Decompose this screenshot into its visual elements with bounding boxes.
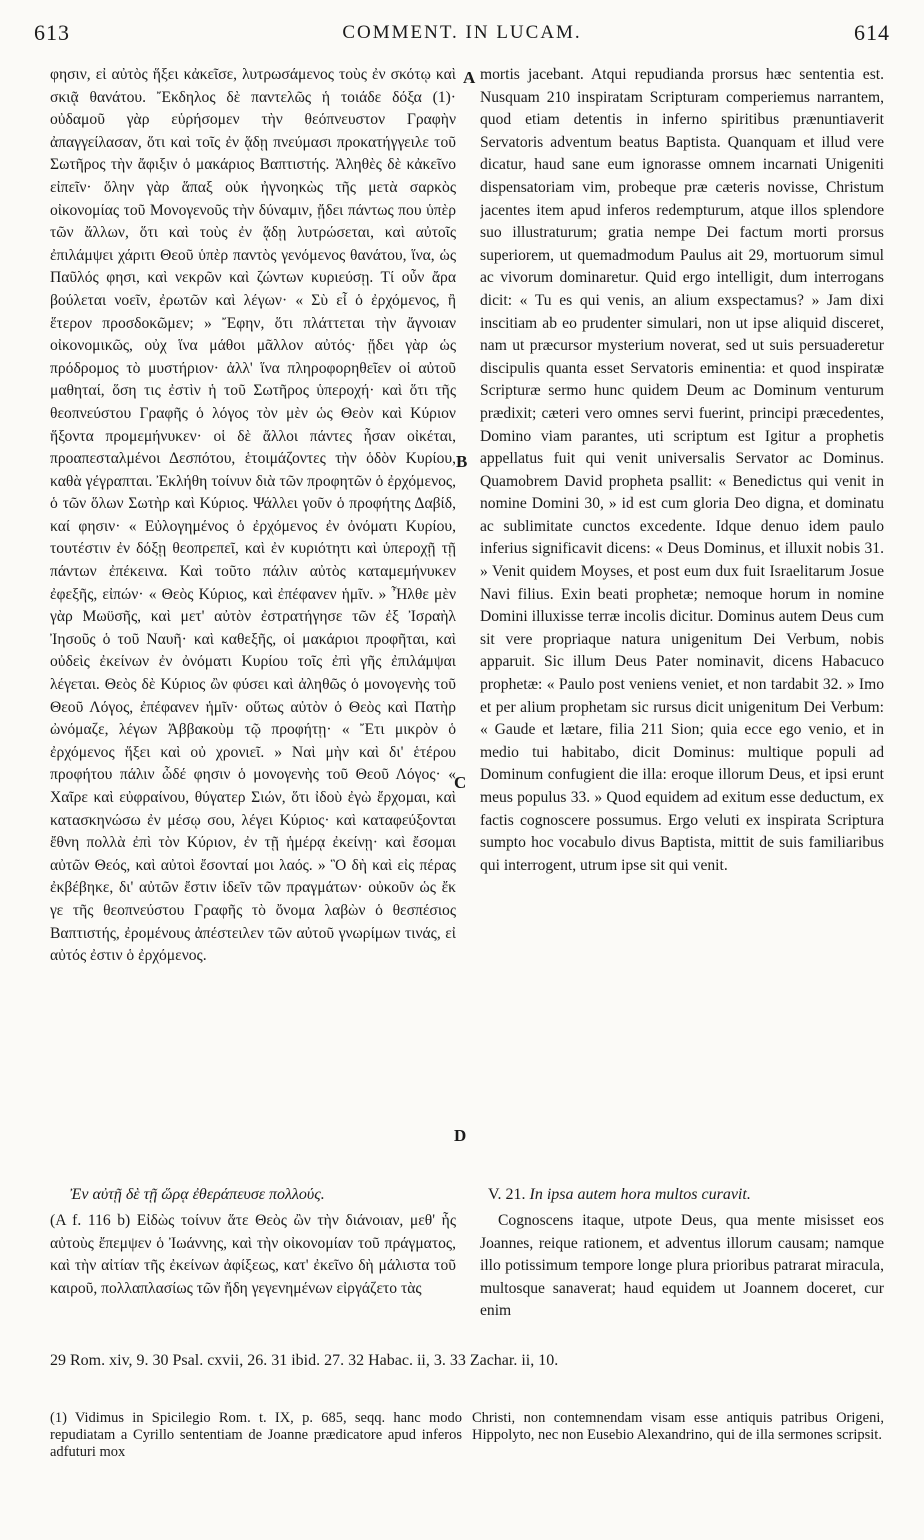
scripture-references: 29 Rom. xiv, 9. 30 Psal. cxvii, 26. 31 ibid. 27. 32 Habac. ii, 3. 33 Zachar. ii, 10.	[50, 1352, 559, 1369]
greek-main-text: φησιν, εἰ αὐτὸς ἥξει κἀκεῖσε, λυτρωσάμενος τοὺς ἐν σκότῳ καὶ σκιᾷ θανάτου. Ἔκδηλος δὲ παντελῶς ἡ τοιάδε δόξα (1)· οὐδαμοῦ γὰρ εὑρήσομεν τὴν θεόπνευστον Γραφὴν ἀπαγγείλασαν, ὅτι καὶ τοῖς ἐν ᾅδῃ πνεύμασι προκατήγγειλε τοῦ Σωτῆρος τὴν ἄφιξιν ὁ μακάριος Βαπτιστής. Ἀληθὲς δὲ κἀκεῖνο εἰπεῖν· ὅλην γὰρ ἅπαξ οὐκ ἠγνοηκὼς τῆς μετὰ σαρκὸς οἰκονομίας τοῦ Μονογενοῦς τὴν δύναμιν, ᾔδει πάντως που ὑπὲρ τῶν ἄλλων, ὅτι καὶ τοὺς ἐν ᾅδῃ λυτρώσεται, καὶ αὐτοῖς ἐπιλάμψει χάριτι Θεοῦ ὑπὲρ παντὸς γενόμενος θανάτου, ἵνα, ὡς Παῦλός φησι, καὶ νεκρῶν καὶ ζώντων κυριεύσῃ. Τί οὖν ἄρα βούλεται νοεῖν, ἐρωτῶν καὶ λέγων· « Σὺ εἶ ὁ ἐρχόμενος, ἢ ἕτερον προσδοκῶμεν; » Ἔφην, ὅτι πλάττεται τὴν ἄγνοιαν οἰκονομικῶς, οὐχ ἵνα μάθοι μᾶλλον αὐτός· ᾔδει γὰρ ὡς πρόδρομος τὸ μυστήριον· ἀλλ' ἵνα πληροφορηθεῖεν οἱ αὐτοῦ μαθηταί, ὅση τις ἐστὶν ἡ τοῦ Σωτῆρος ὑπεροχή· καὶ ὅτι τῆς θεοπνεύστου Γραφῆς ὁ λόγος τὸν μὲν ὡς Θεὸν καὶ Κύριον ἥξοντα προμεμήνυκεν· οἱ δὲ ἄλλοι πάντες ἦσαν οἰκέται, προαπεσταλμένοι Δεσπότου, ἑτοιμάζοντες τὴν ὁδὸν Κυρίου, καθὰ γέγραπται. Ἐκλήθη τοίνυν διὰ τῶν προφητῶν ὁ ἐρχόμενος, ὁ τῶν ὅλων Σωτὴρ καὶ Κύριος. Ψάλλει γοῦν ὁ προφήτης Δαβίδ, καί φησιν· « Εὐλογημένος ὁ ἐρχόμενος ἐν ὀνόματι Κυρίου, τουτέστιν ἐν δόξῃ θεοπρεπεῖ, καὶ ἐν κυριότητι καὶ ὑπεροχῇ τῇ πάντων ἐπέκεινα. Καὶ τοῦτο πάλιν αὐτὸς καταμεμήνυκεν ἐφεξῆς, εἰπών· « Θεὸς Κύριος, καὶ ἐπέφανεν ἡμῖν. » Ἦλθε μὲν γὰρ Μωϋσῆς, καὶ μετ' αὐτὸν ἐστρατήγησε τῶν ἐξ Ἰσραὴλ Ἰησοῦς ὁ τοῦ Ναυῆ· καὶ καθεξῆς, οἱ μακάριοι προφῆται, καὶ οὐδεὶς ἐκείνων ἐν ὀνόματι Κυρίου τοῖς ἐπὶ γῆς ἐπιλάμψαι λέγεται. Θεὸς δὲ Κύριος ὢν φύσει καὶ ἀληθῶς ὁ μονογενὴς τοῦ Θεοῦ Λόγος, ἐπέφανεν ἡμῖν· οὕτως αὐτὸν ὁ Θεὸς καὶ Πατὴρ ὠνόμαζε, λέγων Ἀββακοὺμ τῷ προφήτῃ· « Ἔτι μικρὸν ὁ ἐρχόμενος ἥξει καὶ οὐ χρονιεῖ. » Ναὶ μὴν καὶ δι' ἑτέρου προφήτου πάλιν ὧδέ φησιν ὁ μονογενὴς τοῦ Θεοῦ Λόγος· « Χαῖρε καὶ εὐφραίνου, θύγατερ Σιών, ὅτι ἰδοὺ ἐγὼ ἔρχομαι, καὶ κατασκηνώσω ἐν μέσῳ σου, λέγει Κύριος· καὶ καταφεύξονται ἔθνη πολλὰ ἐπὶ τὸν Κύριον, ἐν τῇ ἡμέρᾳ ἐκείνῃ· καὶ ἔσομαι αὐτῶν Θεός, καὶ αὐτοὶ ἔσονταί μοι λαός. » Ὃ δὴ καὶ εἰς πέρας ἐκβέβηκε, δι' αὐτῶν ἔστιν ἰδεῖν τῶν πραγμάτων· οὐκοῦν ὡς ἔκ γε τῆς θεοπνεύστου Γραφῆς τὸ ὄνομα λαβὼν ὁ θεσπέσιος Βαπτιστής, ἐρομένους ἀπέστειλεν τῶν αὐτοῦ γνωρίμων τινάς, εἰ αὐτός ἐστιν ὁ ἐρχόμενος.	[50, 66, 456, 965]
margin-marker-a: A	[463, 68, 476, 87]
greek-column	[50, 64, 456, 1184]
latin-section-2-text: Cognoscens itaque, utpote Deus, qua mente misisset eos Joannes, reique rationem, et adventus illorum causam; namque illo potissimum tempore longe plura prioribus patrarat miracula, multosque sanaverat; haud equidem ut Joannem doceret, cur enim	[480, 1212, 884, 1320]
verse-number: V. 21.	[488, 1186, 526, 1203]
greek-section-2-text: (A f. 116 b) Εἰδὼς τοίνυν ἅτε Θεὸς ὢν τὴν διάνοιαν, μεθ' ἧς αὐτοὺς ἔπεμψεν ὁ Ἰωάννης, καὶ τὴν οἰκονομίαν τοῦ πράγματος, καὶ τὴν αἰτίαν τῆς ἐκείνων ἀφίξεως, κατ' ἐκεῖνο δὴ μάλιστα τοῦ καιροῦ, πολλαπλασίως τῶν ἤδη γεγενημένων εἰργάζετο τὰς	[50, 1212, 456, 1297]
footnote-right: Christi, non contemnendam visam esse antiquis patribus Origeni, Hippolyto, nec non Eusebio Alexandrino, qui de illa sermones scripsit.	[472, 1410, 884, 1443]
latin-main-text: mortis jacebant. Atqui repudianda prorsus hæc sententia est. Nusquam 210 inspiratam Scripturam comperiemus narrantem, quod etiam detentis in inferno spiritibus prænuntiaverit Servatoris adventum beatus Baptista. Quanquam et illud vere dicatur, haud sane eum ignorasse omnem incarnati Unigeniti dispensatoriam vim, probeque præ cæteris novisse, Christum jacentes item apud inferos redempturum, atque illos splendore suo illustraturum; gratia nempe Dei factum morti prorsus superiorem, ut quemadmodum Paulus ait 29, mortuorum simul ac vivorum dominaretur. Quid ergo intelligit, dum interrogans dicit: « Tu es qui venis, an alium exspectamus? » Jam dixi inscitiam ab eo prudenter simulari, non ut ipse aliquid disceret, nam ut præcursor mysterium noverat, sed ut suis persuaderetur discipulis quanta esset Servatoris eminentia: et quod inspiratæ Scripturæ sermo hunc quidem Deum ac Dominum venturum prædixit; cæteri vero omnes servi fuerint, principi præcedentes, Domino viam parantes, uti scriptum est Igitur a prophetis appellatus fuit qui venit universalis Servator ac Dominus. Quamobrem David propheta psallit: « Benedictus qui venit in nomine Domini 30, » id est cum gloria Deo digna, et dominatu ac sublimitate cunctos excedente. Idque denuo idem paulo inferius significavit dicens: « Deus Dominus, et illuxit nobis 31. » Venit quidem Moyses, et post eum dux fuit Israelitarum Josue Navi filius. Exin beati prophetæ; nemoque horum in nomine Domini illuxisse terræ incolis dicitur. Dominus autem Deus cum sit vere propriaque natura unigenitum Dei Verbum, nobis apparuit. Sic illum Deus Pater nominavit, dicens Habacuco prophetæ: « Paulo post veniens veniet, et non tardabit 32. » Imo et per alium prophetam sic rursus dicit unigenitum Dei Verbum: « Gaude et lætare, filia 211 Sion; quia ecce ego venio, et in medio tui habitabo, dicit Dominus: multique populi ad Dominum confugient die illa: eroque illorum Deus, et ipsi erunt meus populus 33. » Quod equidem ad exitum esse deductum, ex factis cognoscere possumus. Ergo veluti ex inspirata Scriptura sumpto hoc vocabulo divus Baptista, mittit de suis familiaribus qui interrogent, utrum ipse sit qui venit.	[480, 66, 884, 874]
margin-marker-b: B	[456, 452, 468, 471]
greek-verse-heading: Ἐν αὐτῇ δὲ τῇ ὥρᾳ ἐθεράπευσε πολλούς.	[70, 1186, 325, 1203]
latin-column	[480, 64, 884, 1184]
verse-text: In ipsa autem hora multos curavit.	[529, 1186, 751, 1203]
running-title: COMMENT. IN LUCAM.	[342, 22, 582, 43]
footnote-left: (1) Vidimus in Spicilegio Rom. t. IX, p. 685, seqq. hanc modo repudiatam a Cyrillo sententiam de Joanne prædicatore apud inferos adfuturi mox	[50, 1410, 462, 1460]
page-number-left: 613	[34, 20, 70, 45]
page-number-right: 614	[854, 20, 890, 45]
page-header	[28, 20, 896, 50]
margin-marker-d: D	[454, 1126, 467, 1145]
margin-marker-c: C	[454, 773, 467, 792]
latin-section-2	[480, 1210, 884, 1330]
latin-verse-heading	[488, 1186, 884, 1204]
greek-section-2	[50, 1210, 456, 1330]
